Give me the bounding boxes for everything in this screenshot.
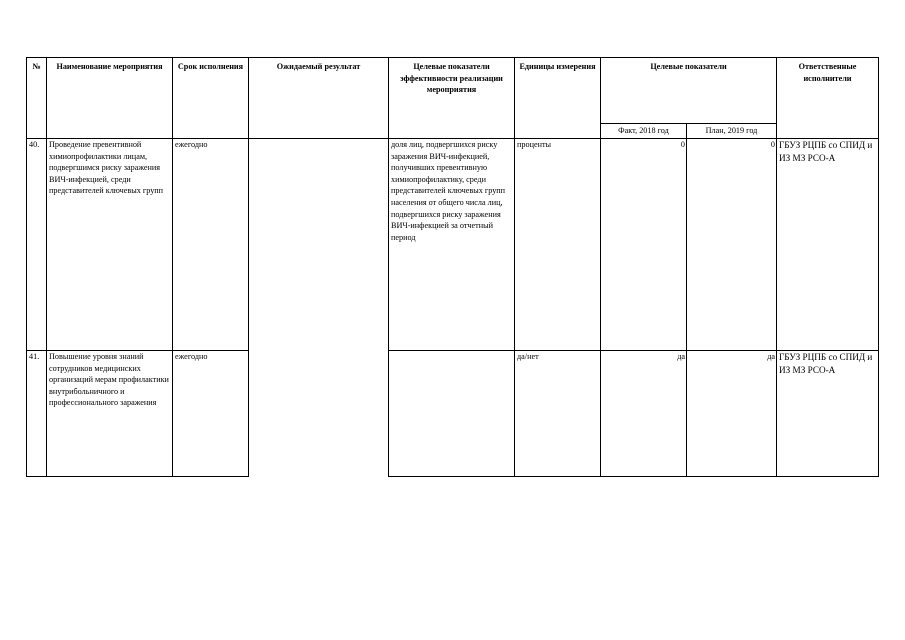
- row-fact: 0: [601, 139, 687, 351]
- header-term: Срок исполнения: [173, 58, 249, 139]
- row-term: ежегодно: [173, 139, 249, 351]
- row-units: да/нет: [515, 351, 601, 477]
- row-indicator: доля лиц, подвергшихся риску заражения ВИЧ-инфекцией, получивших превентивную химиопрофилактику, среди представителей ключевых групп населения от общего числа лиц, подвергшихся риску заражения ВИЧ-инфекцией за отчетный период: [389, 139, 515, 351]
- row-result: [249, 139, 389, 477]
- row-units: проценты: [515, 139, 601, 351]
- header-targets: Целевые показатели: [601, 58, 777, 124]
- row-plan: 0: [687, 139, 777, 351]
- header-name: Наименование мероприятия: [47, 58, 173, 139]
- row-name: Проведение превентивной химиопрофилактики лицам, подвергшимся риску заражения ВИЧ-инфекцией, среди представителей ключевых групп: [47, 139, 173, 351]
- row-number: 40.: [27, 139, 47, 351]
- row-responsible: ГБУЗ РЦПБ со СПИД и ИЗ МЗ РСО-А: [777, 351, 879, 477]
- row-number: 41.: [27, 351, 47, 477]
- row-name: Повышение уровня знаний сотрудников медицинских организаций мерам профилактики внутрибольничного и профессионального заражения: [47, 351, 173, 477]
- header-units: Единицы измерения: [515, 58, 601, 139]
- header-responsible: Ответственные исполнители: [777, 58, 879, 139]
- header-result: Ожидаемый результат: [249, 58, 389, 139]
- row-plan: да: [687, 351, 777, 477]
- header-number: №: [27, 58, 47, 139]
- table-row: [27, 139, 879, 351]
- header-plan: План, 2019 год: [687, 124, 777, 139]
- measures-table: [26, 57, 879, 477]
- table-row: [27, 351, 879, 477]
- row-responsible: ГБУЗ РЦПБ со СПИД и ИЗ МЗ РСО-А: [777, 139, 879, 351]
- row-fact: да: [601, 351, 687, 477]
- row-indicator: [389, 351, 515, 477]
- header-indicators: Целевые показатели эффективности реализации мероприятия: [389, 58, 515, 139]
- header-fact: Факт, 2018 год: [601, 124, 687, 139]
- row-term: ежегодно: [173, 351, 249, 477]
